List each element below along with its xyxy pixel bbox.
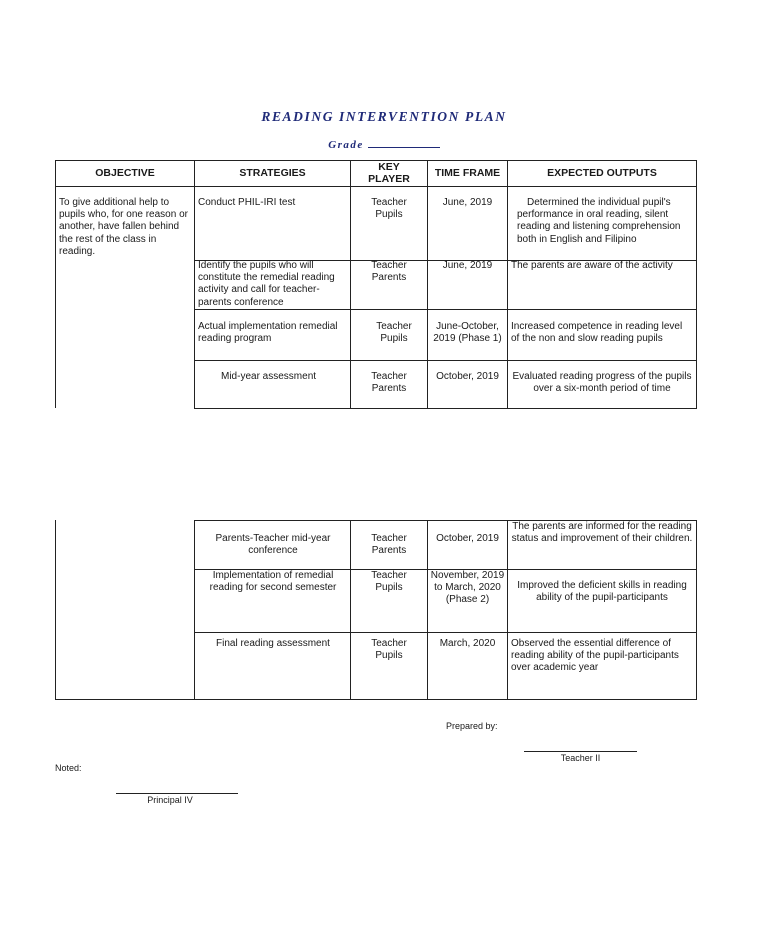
row-5-key-player-1: Teacher: [371, 533, 407, 544]
row-6-key-player-2: Pupils: [375, 582, 403, 594]
objective-text: To give additional help to pupils who, for one reason or another, have fallen behind the rest of the class in reading.: [59, 197, 188, 257]
principal-title: Principal IV: [147, 795, 193, 805]
row-3-strategy: Actual implementation remedial reading program: [198, 321, 338, 345]
row-3-time-frame: June-October, 2019 (Phase 1): [433, 321, 502, 345]
row-1-key-player-1: Teacher: [371, 197, 407, 208]
header-expected-outputs: EXPECTED OUTPUTS: [547, 167, 657, 179]
row-6-strategy: Implementation of remedial reading for second semester: [209, 570, 337, 594]
row-4-expected-output: Evaluated reading progress of the pupils over a six-month period of time: [512, 371, 692, 395]
row-2-expected-output: The parents are aware of the activity: [511, 260, 673, 271]
row-3-key-player-2: Pupils: [380, 333, 408, 345]
prepared-by-label: Prepared by:: [446, 721, 498, 731]
header-key-player-line-1: KEY: [378, 161, 400, 173]
row-3-expected-output: Increased competence in reading level of the non and slow reading pupils: [511, 321, 683, 345]
noted-label: Noted:: [55, 763, 82, 773]
row-2-strategy: Identify the pupils who will constitute the remedial reading activity and call for teacher-parents conference: [198, 260, 335, 308]
row-1-expected-output: Determined the individual pupil's performance in oral reading, silent reading and listening comprehension both in English and Filipino: [517, 197, 681, 245]
row-1-time-frame: June, 2019: [442, 197, 493, 208]
row-2-time-frame: June, 2019: [442, 260, 493, 271]
grade-blank: [368, 138, 440, 148]
row-7-expected-output: Observed the essential difference of reading ability of the pupil-participants over academic year: [511, 638, 679, 674]
row-1-key-player: [351, 197, 427, 221]
row-2-key-player: [351, 260, 427, 284]
header-key-player-line-2: PLAYER: [368, 173, 410, 185]
row-4-key-player: [351, 371, 427, 395]
row-4-key-player-2: Parents: [371, 383, 407, 395]
row-7-key-player-1: Teacher: [371, 638, 407, 649]
row-4-strategy: Mid-year assessment: [221, 371, 317, 382]
document-title: READING INTERVENTION PLAN: [261, 109, 507, 124]
row-6-time-frame: November, 2019 to March, 2020 (Phase 2): [430, 570, 505, 606]
teacher-signature-line: [524, 751, 637, 752]
row-7-key-player: [351, 638, 427, 662]
row-1-key-player-2: Pupils: [375, 209, 403, 221]
row-6-key-player: [351, 570, 427, 594]
row-1-strategy: Conduct PHIL-IRI test: [198, 197, 296, 208]
row-6-key-player-1: Teacher: [371, 570, 407, 581]
grade-line: [0, 138, 768, 151]
row-2-key-player-2: Parents: [371, 272, 407, 284]
row-7-time-frame: March, 2020: [439, 638, 496, 649]
header-objective: OBJECTIVE: [95, 167, 155, 179]
row-3-key-player: [356, 321, 432, 345]
row-7-strategy: Final reading assessment: [216, 638, 330, 649]
header-strategies: STRATEGIES: [239, 167, 306, 179]
teacher-title: Teacher II: [560, 753, 601, 763]
row-2-key-player-1: Teacher: [371, 260, 407, 271]
header-time-frame: TIME FRAME: [434, 167, 501, 179]
row-7-key-player-2: Pupils: [375, 650, 403, 662]
row-3-key-player-1: Teacher: [376, 321, 412, 332]
row-5-strategy: Parents-Teacher mid-year conference: [215, 533, 331, 557]
row-4-time-frame: October, 2019: [436, 371, 499, 382]
row-6-expected-output: Improved the deficient skills in reading ability of the pupil-participants: [517, 580, 687, 604]
row-5-expected-output: The parents are informed for the reading status and improvement of their children.: [511, 521, 693, 545]
row-5-time-frame: October, 2019: [436, 533, 499, 544]
row-5-key-player: [351, 533, 427, 557]
grade-label: Grade: [328, 139, 364, 151]
principal-signature-line: [116, 793, 238, 794]
header-key-player: [351, 161, 427, 185]
row-5-key-player-2: Parents: [371, 545, 407, 557]
row-4-key-player-1: Teacher: [371, 371, 407, 382]
